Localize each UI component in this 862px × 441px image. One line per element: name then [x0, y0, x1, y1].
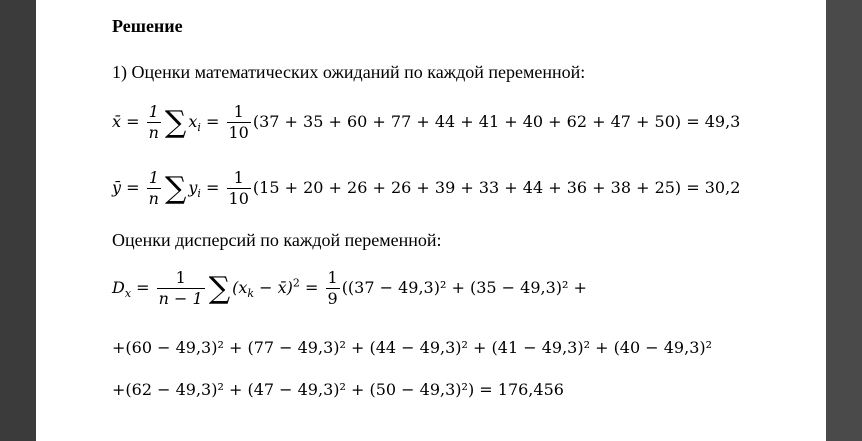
equation-variance-line3: +(62 − 49,3)² + (47 − 49,3)² + (50 − 49,3)²) = 176,456 — [112, 380, 564, 399]
fraction-1-10: $\frac{1}{10}$ — [228, 102, 249, 142]
sum-icon: ∑ — [164, 104, 187, 140]
window-edge — [826, 0, 862, 441]
x-sum-body: (37 + 35 + 60 + 77 + 44 + 41 + 40 + 62 + 47 + 50) = 49,3 — [252, 112, 741, 131]
sum-icon: ∑ — [208, 270, 231, 306]
y-mean-lhs: ȳ = — [112, 178, 140, 197]
equation-variance-line2: +(60 − 49,3)² + (77 − 49,3)² + (44 − 49,3)² + (41 − 49,3)² + (40 − 49,3)² — [112, 338, 713, 357]
paragraph-expectations: 1) Оценки математических ожиданий по каждой переменной: — [112, 62, 586, 82]
equation-x-mean: x̄ = $\frac{1}{n}$ ∑ $x_i$ = $\frac{1}{10}$ (37 + 35 + 60 + 77 + 44 + 41 + 40 + 62 + 47 + 50) = 49,3 — [112, 102, 741, 142]
solution-heading: Решение — [112, 16, 183, 36]
fraction-1-9: $\frac{1}{9}$ — [327, 268, 338, 308]
x-mean-lhs: x̄ = — [112, 112, 140, 131]
equation-variance-line1: $D_x$ = $\frac{1}{n - 1}$ ∑ ($x_k$ − x̄)$^2$ = $\frac{1}{9}$ ((37 − 49,3)² + (35 − 49,3)² + — [112, 268, 587, 308]
fraction-1-10: $\frac{1}{10}$ — [228, 168, 249, 208]
sum-icon: ∑ — [164, 170, 187, 206]
fraction-1-n: $\frac{1}{n}$ — [148, 102, 159, 142]
fraction-1-n-minus-1: $\frac{1}{n - 1}$ — [158, 268, 203, 308]
y-sum-body: (15 + 20 + 26 + 26 + 39 + 33 + 44 + 36 + 38 + 25) = 30,2 — [252, 178, 741, 197]
equation-y-mean: ȳ = $\frac{1}{n}$ ∑ $y_i$ = $\frac{1}{10}$ (15 + 20 + 26 + 26 + 39 + 33 + 44 + 36 + 38 + 25) = 30,2 — [112, 168, 741, 208]
paragraph-variances: Оценки дисперсий по каждой переменной: — [112, 230, 442, 250]
fraction-1-n: $\frac{1}{n}$ — [148, 168, 159, 208]
